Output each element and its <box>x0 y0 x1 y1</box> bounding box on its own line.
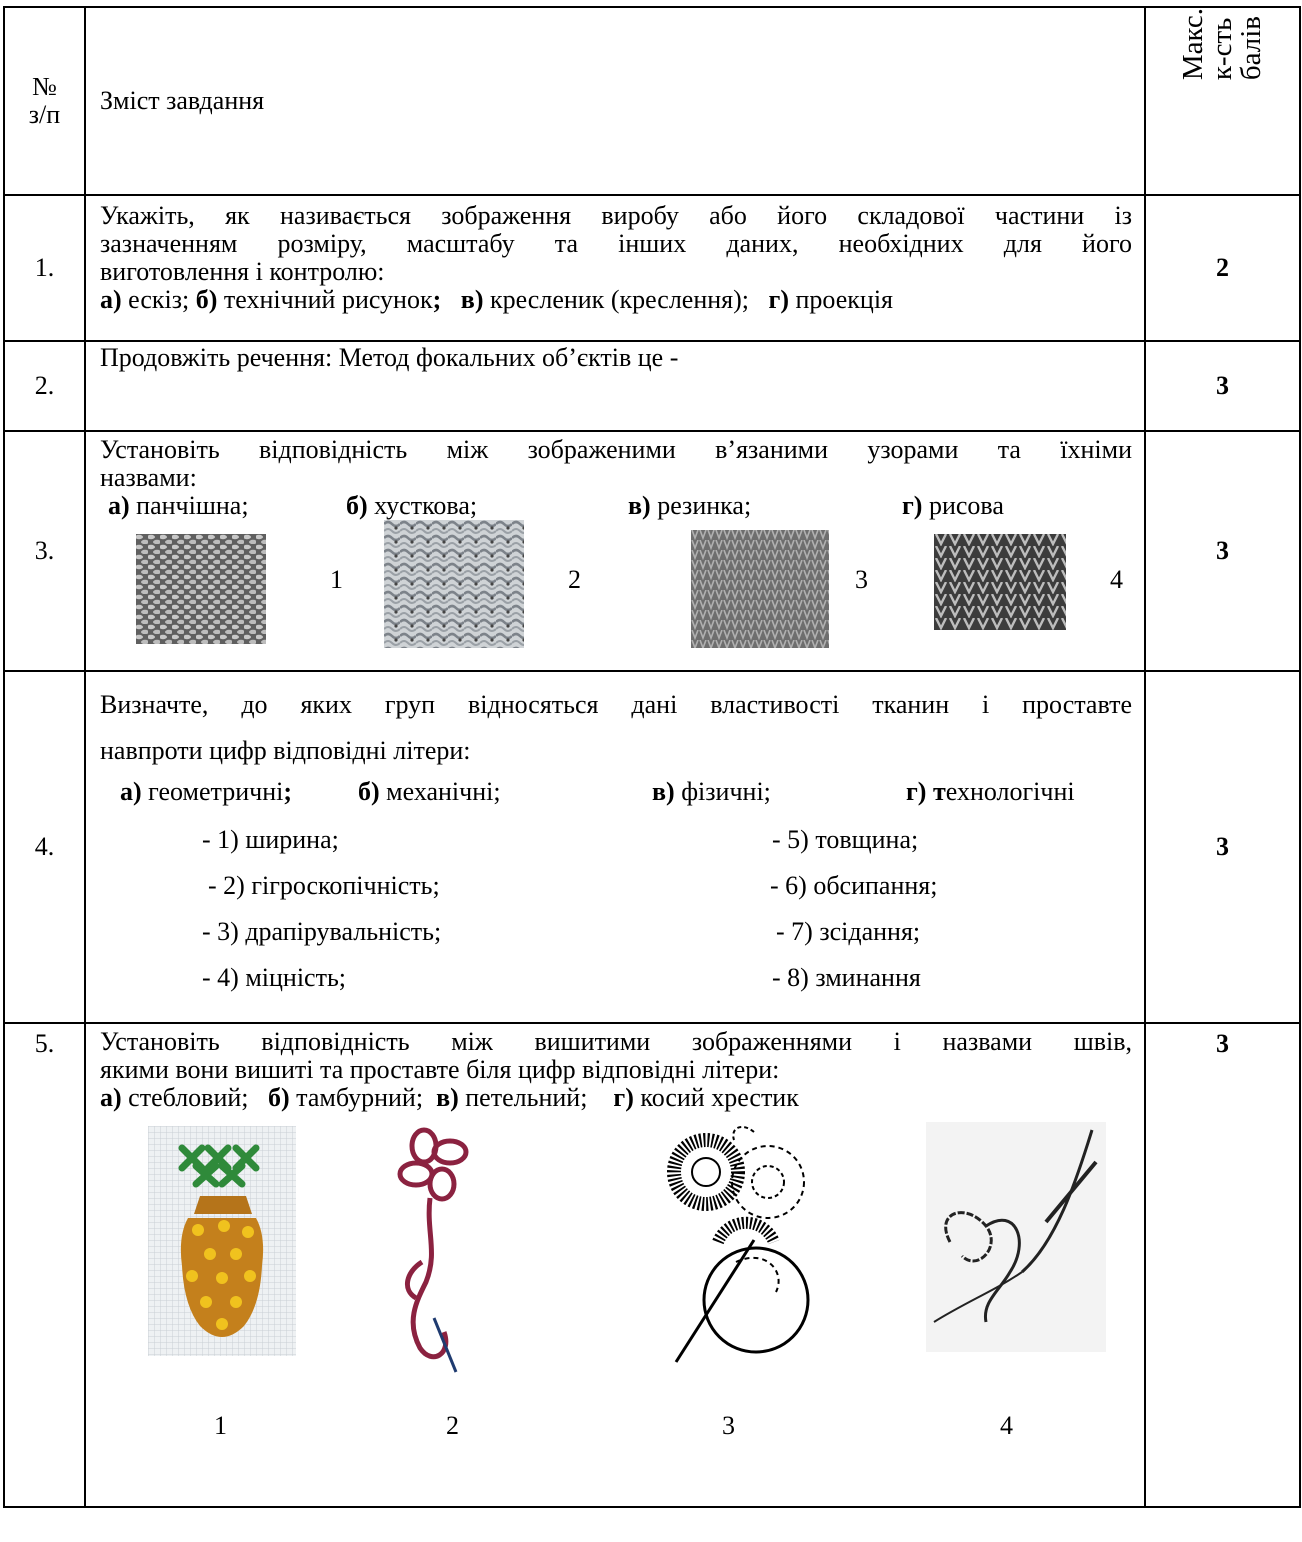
answer-options <box>100 1084 1132 1112</box>
embroidery-number: 4 <box>1000 1411 1013 1440</box>
embroidery-4-image <box>926 1122 1106 1352</box>
task-points: 2 <box>1145 195 1300 341</box>
task-number: 4. <box>4 671 85 1023</box>
knit-swatch-number: 3 <box>855 565 868 594</box>
knit-swatch-2-image <box>384 520 524 648</box>
header-points-label <box>1179 8 1266 80</box>
option-text: стебловий; <box>121 1083 249 1112</box>
task-text-line: Установіть відповідність між зображеними в’язаними узорами та їхніми <box>100 435 1132 464</box>
property-item: - 8) зминання <box>772 963 921 992</box>
answer-options <box>100 492 1132 522</box>
table-row <box>4 1023 1300 1507</box>
table-row <box>4 341 1300 431</box>
header-points-line-2: к-сть <box>1206 17 1238 81</box>
table-row <box>4 195 1300 341</box>
task-content <box>85 431 1145 671</box>
task-number: 1. <box>4 195 85 341</box>
knit-patterns <box>86 522 1132 652</box>
knit-swatch-number: 4 <box>1110 565 1123 594</box>
option-text: косий хрестик <box>633 1083 799 1112</box>
task-text-line: Установіть відповідність між вишитими зображеннями і назвами швів, <box>100 1027 1132 1056</box>
option-text: тамбурний; <box>289 1083 424 1112</box>
option-letter: а) <box>100 1083 122 1112</box>
option-letter: а) <box>120 777 142 806</box>
header-number-cell <box>4 7 85 195</box>
embroidery-images <box>86 1112 1132 1492</box>
option-letter: а) <box>108 491 130 520</box>
header-number-label: з/п <box>28 100 61 129</box>
header-number-symbol: № <box>32 72 57 101</box>
property-item: - 3) драпірувальність; <box>202 917 442 946</box>
option-text: ескіз; <box>121 285 190 314</box>
task-points: 3 <box>1145 431 1300 671</box>
option-text: технічний рисунок <box>217 285 433 314</box>
knit-swatch-3-image <box>691 530 829 648</box>
property-item: - 1) ширина; <box>202 825 339 854</box>
task-content <box>85 1023 1145 1507</box>
option-text: рисова <box>922 491 1004 520</box>
task-points: 3 <box>1145 1023 1300 1507</box>
answer-options <box>100 778 1132 822</box>
task-points: 3 <box>1145 341 1300 431</box>
option-text: механічні; <box>379 777 501 806</box>
answer-options <box>100 286 1132 314</box>
option-letter: б) <box>346 491 368 520</box>
header-title: Зміст завдання <box>85 7 1145 195</box>
option-text: проекція <box>789 285 893 314</box>
task-number: 5. <box>4 1023 85 1507</box>
option-letter: б) <box>358 777 380 806</box>
task-content <box>85 671 1145 1023</box>
task-text-line: Укажіть, як називається зображення виробу або його складової частини із <box>100 201 1132 230</box>
task-text-line: якими вони вишиті та проставте біля цифр відповідні літери: <box>100 1055 780 1084</box>
option-letter: г) <box>768 285 789 314</box>
knit-swatch-4-image <box>934 534 1066 630</box>
property-item: - 6) обсипання; <box>770 871 938 900</box>
option-letter: в) <box>628 491 651 520</box>
property-item: - 4) міцність; <box>202 963 347 992</box>
property-item: - 2) гігроскопічність; <box>208 871 440 900</box>
option-separator: ; <box>283 777 293 806</box>
task-content <box>85 341 1145 431</box>
option-letter: г) <box>613 1083 634 1112</box>
option-text: панчішна; <box>129 491 249 520</box>
option-text: кресленик (креслення); <box>483 285 750 314</box>
task-number: 2. <box>4 341 85 431</box>
option-text: геометричні <box>141 777 284 806</box>
option-separator: ; <box>432 285 442 314</box>
embroidery-2-image <box>386 1122 486 1382</box>
task-text-line: виготовлення і контролю: <box>100 257 385 286</box>
table-row <box>4 431 1300 671</box>
option-letter: в) <box>652 777 675 806</box>
task-text-line: Продовжіть речення: Метод фокальних об’єктів це - <box>100 343 679 372</box>
task-text-line: назвами: <box>100 463 197 492</box>
task-number: 3. <box>4 431 85 671</box>
property-item: - 7) зсідання; <box>776 917 921 946</box>
knit-swatch-number: 1 <box>330 565 343 594</box>
property-item: - 5) товщина; <box>772 825 919 854</box>
option-letter: в) <box>460 285 484 314</box>
fabric-properties-list <box>100 822 1132 1002</box>
embroidery-number: 3 <box>722 1411 735 1440</box>
header-points-cell <box>1145 7 1300 195</box>
assessment-table <box>3 6 1301 1508</box>
embroidery-1-image <box>148 1126 296 1356</box>
option-text: резинка; <box>650 491 752 520</box>
option-text: ехнологічні <box>945 777 1075 806</box>
task-text-line: Визначте, до яких груп відносяться дані властивості тканин і проставте <box>100 690 1132 719</box>
option-letter: б) <box>268 1083 290 1112</box>
task-text-line: навпроти цифр відповідні літери: <box>100 736 471 765</box>
option-text: петельний; <box>458 1083 588 1112</box>
task-text-line: зазначенням розміру, масштабу та інших даних, необхідних для його <box>100 229 1132 258</box>
option-letter: г) т <box>906 777 946 806</box>
knit-swatch-1-image <box>136 534 266 644</box>
header-points-line-3: балів <box>1235 16 1267 81</box>
knit-swatch-number: 2 <box>568 565 581 594</box>
option-letter: б) <box>195 285 218 314</box>
option-letter: в) <box>436 1083 459 1112</box>
table-row <box>4 671 1300 1023</box>
embroidery-number: 2 <box>446 1411 459 1440</box>
header-points-line-1: Макс. <box>1177 8 1209 81</box>
option-text: хусткова; <box>367 491 478 520</box>
option-text: фізичні; <box>674 777 771 806</box>
option-letter: а) <box>100 285 122 314</box>
table-header-row <box>4 7 1300 195</box>
task-points: 3 <box>1145 671 1300 1023</box>
embroidery-3-image <box>646 1122 826 1372</box>
task-content <box>85 195 1145 341</box>
option-letter: г) <box>902 491 923 520</box>
embroidery-number: 1 <box>214 1411 227 1440</box>
